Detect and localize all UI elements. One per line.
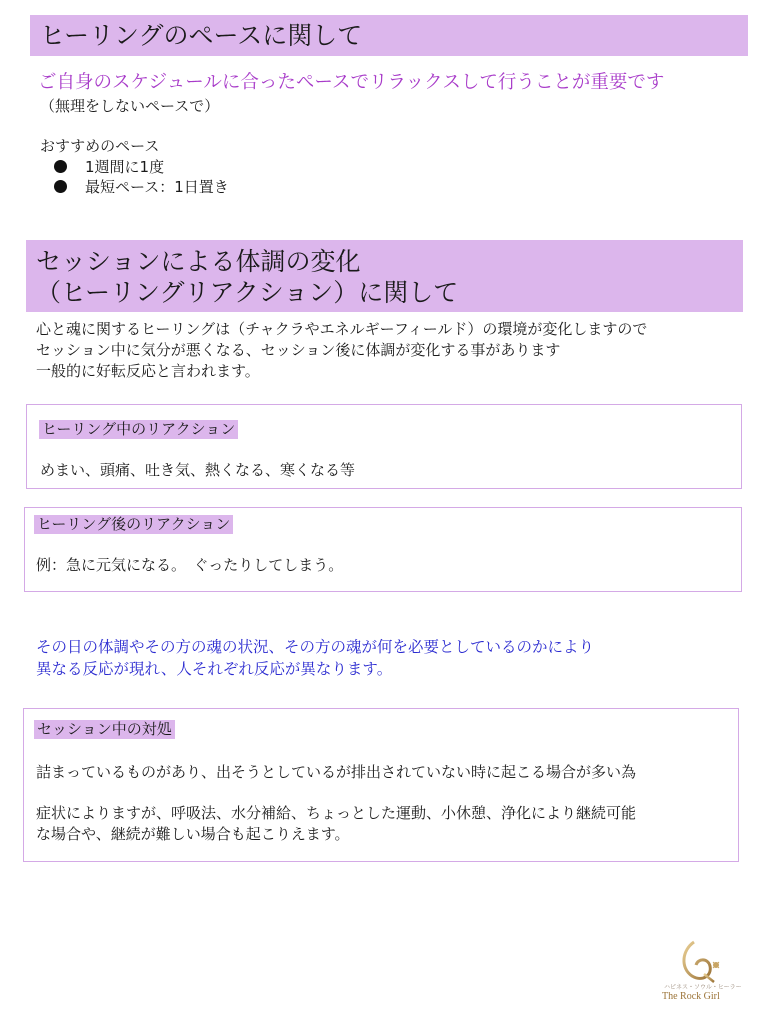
logo-brand-text: The Rock Girl	[662, 991, 720, 1002]
box-label-during: ヒーリング中のリアクション	[39, 420, 238, 439]
section-title-reaction	[26, 240, 743, 312]
note-text: （無理をしないペースで）	[40, 97, 220, 115]
title-line: セッションによる体調の変化	[36, 247, 361, 276]
bullet-icon	[54, 180, 67, 193]
box-label-after: ヒーリング後のリアクション	[34, 515, 233, 534]
recommend-label: おすすめのペース	[40, 137, 160, 155]
box-label-handling: セッション中の対処	[34, 720, 175, 739]
bullet-item	[54, 178, 229, 196]
box-text-handling-1: 詰まっているものがあり、出そうとしているが排出されていない時に起こる場合が多い為	[36, 763, 637, 781]
bullet-item	[54, 158, 164, 176]
logo-small-text: ハピネス・ソウル・ヒーラー	[664, 984, 742, 991]
box-text-handling-3: な場合や、継続が難しい場合も起こりえます。	[36, 825, 350, 843]
highlight-text: ご自身のスケジュールに合ったペースでリラックスして行うことが重要です	[38, 72, 665, 93]
intro-paragraph	[36, 319, 647, 382]
title-line: （ヒーリングリアクション）に関して	[36, 278, 459, 307]
blue-line: 異なる反応が現れ、人それぞれ反応が異なります。	[36, 660, 393, 678]
box-text-after: 例：急に元気になる。 ぐったりしてしまう。	[36, 556, 344, 574]
blue-line: その日の体調やその方の魂の状況、その方の魂が何を必要としているのかにより	[36, 638, 595, 656]
intro-line: セッション中に気分が悪くなる、セッション後に体調が変化する事があります	[36, 341, 561, 359]
blue-paragraph	[36, 636, 594, 680]
bullet-text: 1週間に1度	[85, 158, 165, 176]
intro-line: 心と魂に関するヒーリングは（チャクラやエネルギーフィールド）の環境が変化しますので	[36, 320, 648, 338]
box-text-handling-2: 症状によりますが、呼吸法、水分補給、ちょっとした運動、小休憩、浄化により継続可能	[36, 804, 637, 822]
bullet-text: 最短ペース：1日置き	[85, 178, 229, 196]
bullet-icon	[54, 160, 67, 173]
brand-logo	[660, 938, 740, 1008]
box-text-during: めまい、頭痛、吐き気、熱くなる、寒くなる等	[40, 461, 356, 479]
section-title-healing-pace: ヒーリングのペースに関して	[30, 15, 748, 56]
intro-line: 一般的に好転反応と言われます。	[36, 362, 260, 380]
